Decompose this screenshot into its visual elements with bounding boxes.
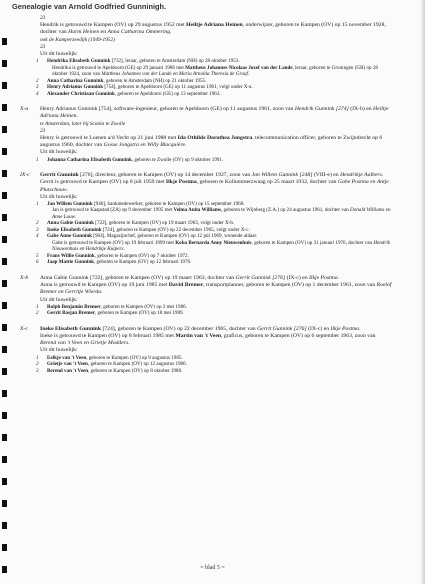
parent-names: Berend van 't Veen en Grietje Modders <box>40 340 129 347</box>
parent-names: Hendrik Nieuwenhuis en Hendrikje Kuipers <box>52 239 391 253</box>
text: , geboren te Kampen (OV) op 8 oktober 1988. <box>88 367 183 374</box>
text: en <box>99 29 108 36</box>
binding-hole <box>2 214 7 221</box>
child-name: Frans Willie Gunnink <box>47 252 95 259</box>
parent-name: Jan Willem Gunnink [248] <box>251 172 313 179</box>
union-label: Uit dit huwelijk: <box>40 193 78 200</box>
person-name: Henry Adrianus Gunnink <box>40 106 98 113</box>
text: [276], directeur, geboren te Kampen (OV) op 14 december 1927, zoon van <box>78 172 252 179</box>
note: ook de Kamperzeedijk (1949-1952) <box>40 36 115 43</box>
child-number: 4 <box>36 233 39 240</box>
marriage-text <box>40 282 392 296</box>
union-label: Uit dit huwelijk: <box>40 347 78 354</box>
child-item <box>36 58 392 78</box>
binding-hole <box>2 346 7 353</box>
child-number: 3 <box>36 84 39 91</box>
generation-code: X-b <box>20 274 29 281</box>
text: . <box>184 142 187 149</box>
text: , geboren te Kampen (OV) op 12 augustus 1986. <box>87 361 187 368</box>
parent-names: Donald Williams en Anne Louw <box>52 207 391 220</box>
child-name: Alexander Christiaan Gunnink <box>47 90 115 97</box>
text: , telecommunication officer, geboren te Zwijndrecht op 6 augustus 1960, dochter van <box>40 135 383 149</box>
text: [722], geboren te Kampen (OV) op 19 maart 1963, volgt onder X-b. <box>94 220 235 227</box>
person-intro <box>40 326 392 333</box>
child-number: 5 <box>36 252 39 259</box>
child-name: Ineke Elisabeth Gunnink <box>47 226 102 233</box>
child-number: 2 <box>36 361 39 368</box>
binding-hole <box>2 324 7 331</box>
text: [724], geboren te Kampen (OV) op 22 december 1965, volgt onder X-c. <box>101 226 250 233</box>
entry-x-a <box>20 106 392 163</box>
text: , geboren te Apeldoorn (GE) op 13 september 1963. <box>114 90 221 97</box>
text: (VIII-e) en <box>312 172 341 179</box>
parent-name: Hendrikje Aalbers <box>340 172 382 179</box>
child-item <box>36 200 392 221</box>
text: , leraar, geboren te Groningen (GR) op 28 oktober 1924, zoon van <box>52 64 378 78</box>
child-name: Jaap Mattie Gunnink <box>47 259 94 266</box>
parent-names: Roelof Bremer en Gerritje Wierda <box>40 282 392 296</box>
binding-hole <box>2 60 7 67</box>
text: , geboren te Kampen (OV) op 18 mei 1989. <box>95 310 184 317</box>
text: [946], bankmedewerker, geboren te Kampen (OV) op 15 september 1960. <box>92 200 245 207</box>
child-number: 1 <box>36 303 39 310</box>
text: , geboren te Kampen (OV) op 3 mei 1986. <box>100 303 187 310</box>
text: Henry is getrouwd te Loenen a/d Vecht op 21 juni 1988 met <box>40 135 178 142</box>
generation-code: IX-c <box>20 172 30 179</box>
text: [724], geboren te Kampen (OV) op 22 december 1965, dochter van <box>101 325 258 332</box>
text: Anna is getrouwd te Kampen (OV) op 19 juni 1985 met <box>40 282 169 289</box>
text: [732], leraar, geboren te Amsterdam (NH) op 28 oktober 1953. <box>110 58 240 65</box>
spouse-name: Mattheus Johannes Nicolaas Jozef van der Lande <box>185 64 293 71</box>
spouse-name: David Bremer <box>168 282 204 289</box>
spouse-name: Velma Anita Williams <box>173 207 221 214</box>
parent-names: Gosse Jongstra en Willy Blacquière <box>103 142 185 149</box>
binding-hole <box>2 478 7 485</box>
source-ref: 23 <box>40 43 46 50</box>
binding-hole <box>2 170 7 177</box>
child-name: Anna Catharina Gunnink <box>47 77 104 84</box>
child-name: Rolph Benjamin Bremer <box>47 303 101 310</box>
text: (IX-b) en <box>348 106 374 113</box>
text: , graficus, geboren te Kampen (OV) op 6 september 1963, zoon van <box>221 332 376 339</box>
binding-hole <box>2 302 7 309</box>
text: , geboren te Zwolle (OV) op 9 oktober 1991. <box>131 156 224 163</box>
child-name: Hendrika Elisabeth Gunnink <box>47 58 111 65</box>
child-item <box>36 367 392 375</box>
text: , geboren te Wijnberg (Z.A.) op 24 augustus 1961, dochter van <box>220 207 351 214</box>
text: , geboren te Amsterdam (NH) op 21 oktober 1955. <box>103 77 207 84</box>
text: . <box>359 325 361 332</box>
spouse-name: Heiltje Adriana Heinen <box>186 22 243 29</box>
generation-code: X-c <box>20 325 28 332</box>
parent-name: Harm Heinen <box>68 29 100 36</box>
parent-name: Ilkje Postma <box>309 274 338 281</box>
parent-name: Hendrik Gunnink [274] <box>294 106 349 113</box>
text: , geboren te Kampen (OV) op 7 oktober 1972. <box>94 252 189 259</box>
child-number: 1 <box>36 156 39 163</box>
spouse-name: Ida Othilde Dorothea Jongstra <box>177 135 253 142</box>
binding-hole <box>2 236 7 243</box>
binding-hole <box>2 390 7 397</box>
text: . <box>76 113 78 120</box>
binding-hole <box>2 522 7 529</box>
spouse-name: Martin van 't Veen <box>175 332 222 339</box>
union-label: Uit dit huwelijk: <box>40 296 78 303</box>
person-name: Gerrit Gunnink <box>40 172 79 179</box>
parent-name: Gerrit Gunnink [276] <box>235 274 286 281</box>
child-name: Anna Gabie Gunnink <box>47 220 94 227</box>
source-ref: 23 <box>40 127 46 134</box>
binding-hole <box>2 456 7 463</box>
binding-hole <box>2 104 7 111</box>
binding-hole <box>2 38 7 45</box>
generation-code: X-a <box>20 106 29 113</box>
text: [964], Magazijnchef, geboren te Kampen (OV) op 12 juli 1969, wonende aldaar. <box>92 233 258 240</box>
child-name: Grietje van 't Veen <box>47 361 88 368</box>
spouse-name: Koba Bernarda Anny Nieuwenhuis <box>175 239 252 246</box>
text: [754], software-ingenieur, geboren te Apeldoorn (GE) op 11 augustus 1961, zoon van <box>97 106 295 113</box>
child-name: Eelkje van 't Veen <box>47 354 87 361</box>
parent-names: Mattheus Johannes van der Lande en Maria Arnolda Theresia de Graaf <box>101 71 248 78</box>
child-name: Jan Willem Gunnink <box>47 200 93 207</box>
source-ref: 23 <box>40 15 46 21</box>
child-number: 3 <box>36 226 39 233</box>
binding-hole <box>2 500 7 507</box>
union-label: Uit dit huwelijk: <box>40 51 78 58</box>
child-name: Gabe Anne Gunnink <box>47 233 93 240</box>
text: . <box>170 29 172 36</box>
text: , geboren te Kampen (OV) op 31 januari 1976, dochter van <box>251 239 374 246</box>
parent-name: Ilkje Postma <box>330 325 360 332</box>
page-header: Genealogie van Arnold Godfried Gunninigh. <box>12 2 167 11</box>
child-number: 1 <box>36 354 39 361</box>
entry-continuation <box>36 15 392 97</box>
binding-hole <box>2 258 7 265</box>
marriage-text <box>40 22 392 36</box>
entry-ix-c <box>20 172 392 266</box>
child-number: 3 <box>36 367 39 374</box>
page-edge-shadow <box>421 0 425 584</box>
binding-hole <box>2 412 7 419</box>
person-intro <box>40 106 392 120</box>
text: Hendrika is getrouwd te Apeldoorn (GE) op 29 januari 1986 met <box>52 64 186 71</box>
binding-hole <box>2 148 7 155</box>
child-item <box>36 156 392 164</box>
text: , geboren te Kampen (OV) op 9 augustus 1985. <box>86 354 183 361</box>
text: Hendrik is getrouwd te Kampen (OV) op 29 augustus 1952 met <box>40 22 187 29</box>
text: Jan is getrouwd te Kaapstad (ZA) op 9 december 1995 met <box>52 207 174 214</box>
child-number: 1 <box>36 58 39 65</box>
child-number: 2 <box>36 220 39 227</box>
text: . <box>381 172 384 179</box>
text: . <box>337 274 340 281</box>
parent-name: Heiltje Adriana Heinen <box>40 106 389 120</box>
page-content <box>20 15 392 374</box>
child-item <box>36 310 392 317</box>
text: . <box>101 289 103 296</box>
parent-name: Gerrit Gunnink [276] <box>257 325 307 332</box>
binding-hole <box>2 126 7 133</box>
child-name: Henry Adrianus Gunnink <box>47 84 104 91</box>
text: Gerrit is getrouwd te Kampen (OV) op 8 juli 1959 met <box>40 179 166 186</box>
text: (IX-c) en <box>285 274 309 281</box>
child-number: 2 <box>36 77 39 84</box>
text: . <box>75 213 77 220</box>
text: [722], geboren te Kampen (OV) op 19 maart 1963, dochter van <box>88 274 236 281</box>
child-number: 6 <box>36 259 39 266</box>
child-number: 4 <box>36 90 39 97</box>
marriage-text <box>40 333 392 347</box>
child-name: Gerrit Basjan Bremer <box>47 310 95 317</box>
child-item <box>36 233 392 253</box>
text: . <box>123 246 125 253</box>
entry-x-b <box>20 274 392 317</box>
text: Gabe is getrouwd te Kampen (OV) op 19 februari 1999 met <box>52 239 176 246</box>
parent-name: Anna Catharina Ommering <box>107 29 171 36</box>
binding-hole <box>2 82 7 89</box>
text: . <box>66 186 68 193</box>
parent-names: Gabe Postma en Antje Plutschouw <box>40 179 389 193</box>
child-item <box>36 259 392 266</box>
child-name: Johanna Catharina Elisabeth Gunnink <box>47 156 132 163</box>
binding-hole <box>2 434 7 441</box>
marriage-text <box>40 179 392 193</box>
child-number: 1 <box>36 200 39 207</box>
text: , geboren te Kampen (OV) op 12 februari 1976. <box>94 259 192 266</box>
page-footer: = blad 5 = <box>200 565 225 571</box>
binding-hole <box>2 544 7 551</box>
text: (IX-c) en <box>306 325 331 332</box>
text: . <box>247 71 250 78</box>
person-name: Ineke Elisabeth Gunnink <box>40 325 102 332</box>
entry-x-c <box>20 325 392 374</box>
child-name: Berend van 't Veen <box>47 367 89 374</box>
binding-hole <box>2 280 7 287</box>
text: Ineke is getrouwd te Kampen (OV) op 8 februari 1985 met <box>40 332 176 339</box>
child-number: 2 <box>36 310 39 317</box>
text: . <box>128 340 130 347</box>
binding-hole <box>2 192 7 199</box>
spouse-name: Ilkje Postma <box>165 179 197 186</box>
union-label: Uit dit huwelijk: <box>40 149 78 156</box>
marriage-text <box>40 135 392 149</box>
text: , onderwijzer, geboren te Kampen (OV) op 15 november 1928, dochter van <box>40 22 386 36</box>
text: [754], geboren te Apeldoorn (GE) op 11 augustus 1961, volgt onder X-a. <box>103 84 253 91</box>
text: , transportplanner, geboren te Kampen (OV) op 1 december 1961, zoon van <box>203 282 377 289</box>
binding-hole <box>2 368 7 375</box>
child-item <box>36 90 392 98</box>
text: , geboren te Kollummerzwaag op 25 maart 1932, dochter van <box>196 179 338 186</box>
person-name: Anna Gabie Gunnink <box>40 274 89 281</box>
note: te Amsterdam, later bij Scania te Zwolle <box>40 120 126 127</box>
